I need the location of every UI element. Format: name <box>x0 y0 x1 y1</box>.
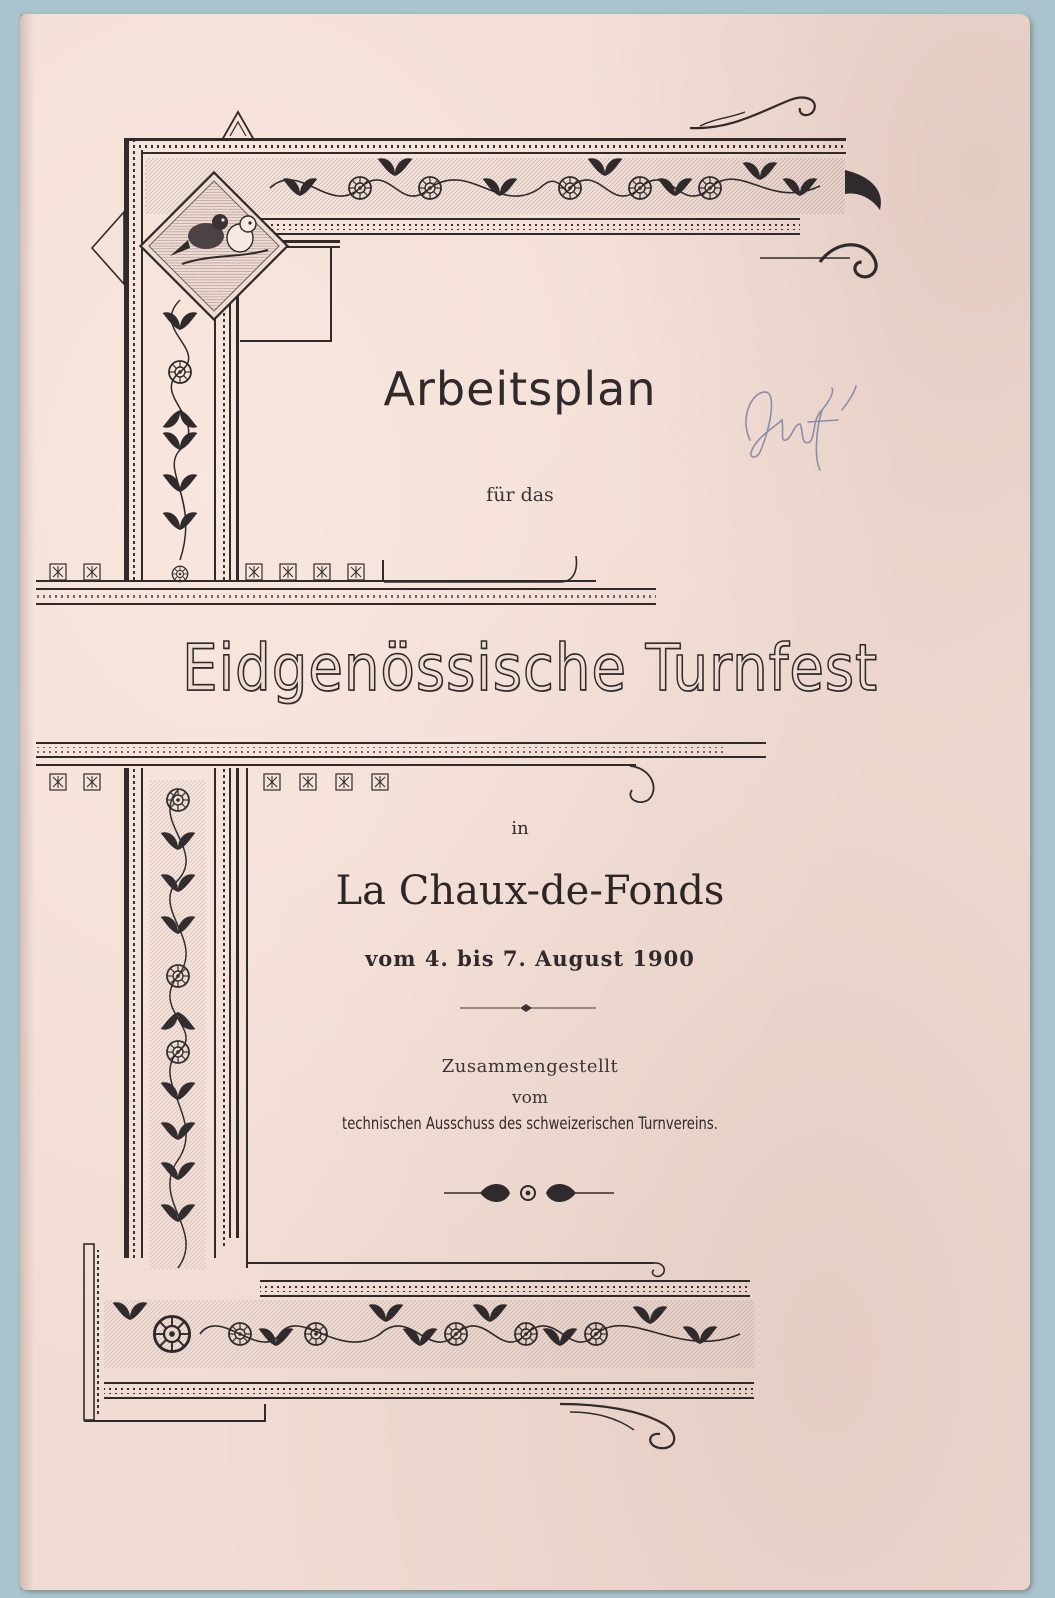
compiled-by-label: vom <box>512 1088 548 1108</box>
connector-word: in <box>511 818 529 839</box>
festival-dates: vom 4. bis 7. August 1900 <box>365 946 695 971</box>
handwritten-signature <box>730 380 870 480</box>
place-name: La Chaux-de-Fonds <box>335 868 725 914</box>
flourish-divider-icon <box>444 1184 614 1202</box>
committee-name: technischen Ausschuss des schweizerischen Turnvereins. <box>342 1114 718 1134</box>
cover-subtitle: für das <box>486 484 554 506</box>
festival-name: Eidgenössische Turnfest <box>182 632 878 706</box>
cover-title: Arbeitsplan <box>383 362 657 416</box>
compiled-label: Zusammengestellt <box>441 1056 619 1077</box>
